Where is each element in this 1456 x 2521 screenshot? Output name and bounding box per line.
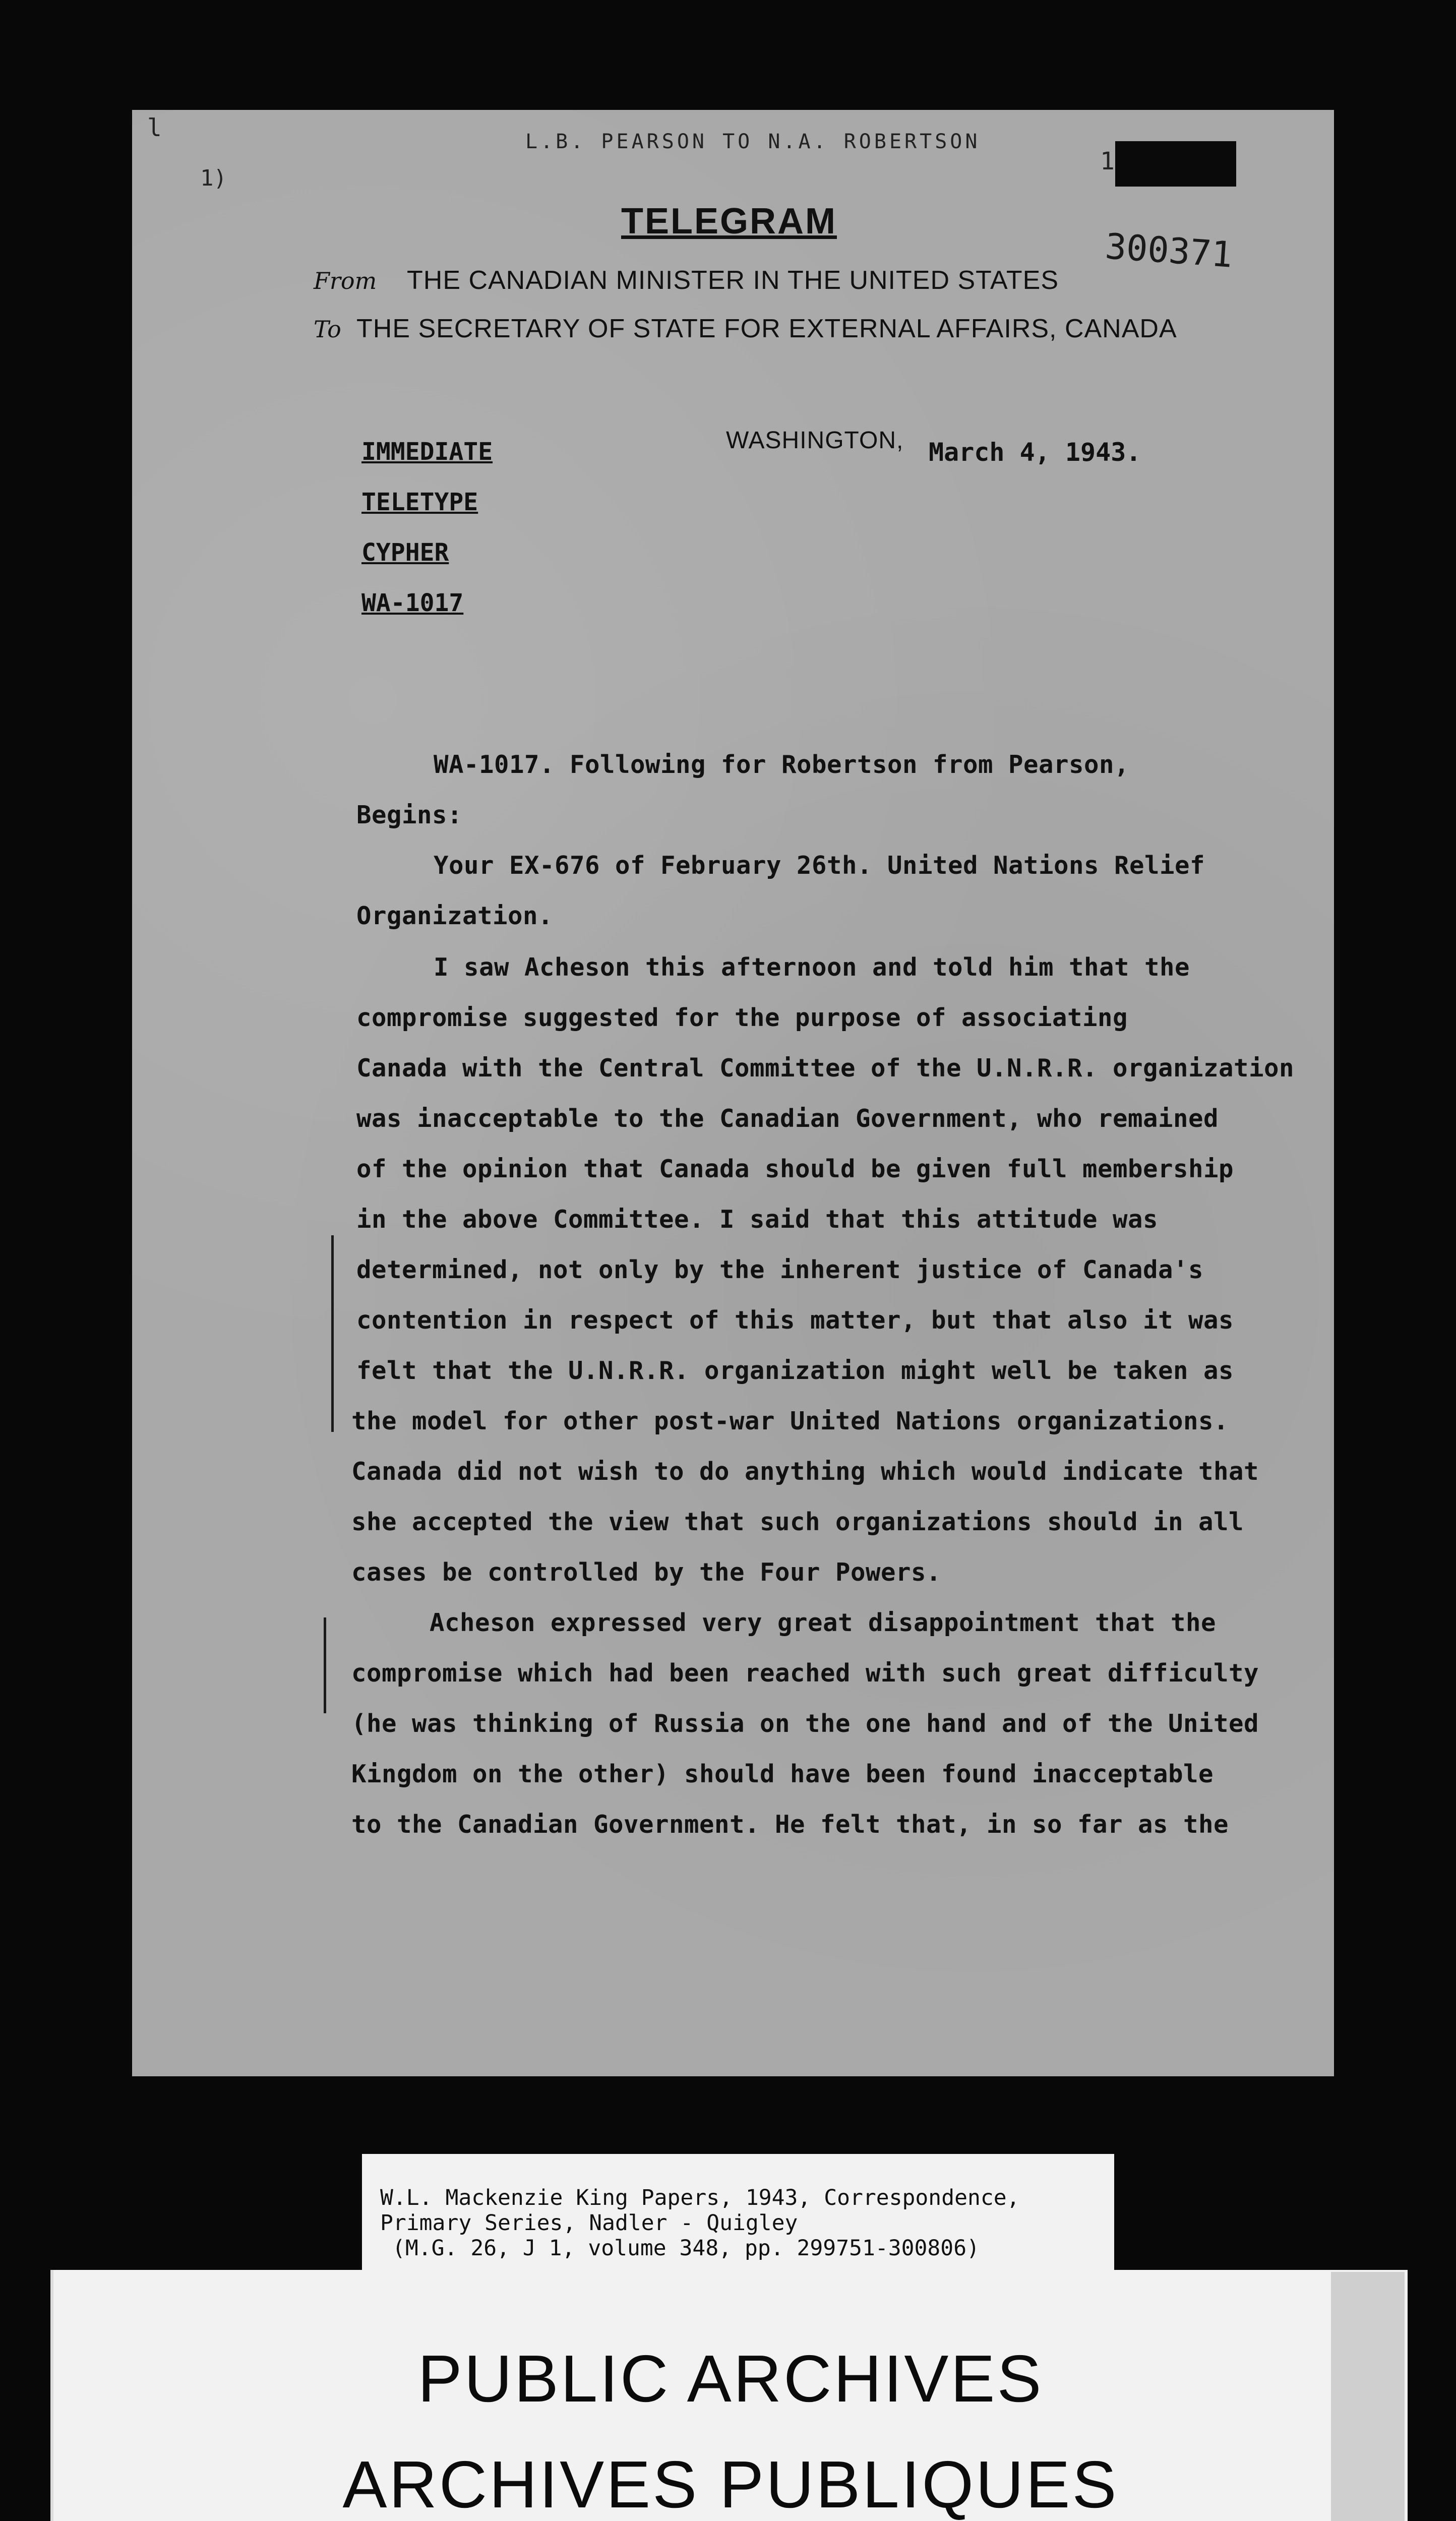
body-line: cases be controlled by the Four Powers. — [351, 1558, 942, 1587]
code-cypher: CYPHER — [361, 538, 449, 567]
body-line: WA-1017. Following for Robertson from Pearson, — [434, 750, 1130, 779]
code-immediate: IMMEDIATE — [361, 438, 493, 466]
handwritten-note: L.B. PEARSON TO N.A. ROBERTSON — [525, 130, 981, 153]
body-line: felt that the U.N.R.R. organization might well be taken as — [356, 1356, 1234, 1385]
body-line: Kingdom on the other) should have been found inacceptable — [351, 1760, 1214, 1788]
archive-stamp-fr: ARCHIVES PUBLIQUES — [342, 2447, 1119, 2521]
body-line: Canada with the Central Committee of the U.N.R.R. organization — [356, 1054, 1295, 1083]
punch-mark: 1) — [200, 165, 227, 191]
body-line: determined, not only by the inherent justice of Canada's — [356, 1255, 1204, 1284]
code-message-id: WA-1017 — [361, 589, 464, 617]
body-line: Canada did not wish to do anything which would indicate that — [351, 1457, 1259, 1486]
body-line: I saw Acheson this afternoon and told him that the — [434, 953, 1190, 982]
body-line: was inacceptable to the Canadian Government, who remained — [356, 1104, 1219, 1133]
body-line: to the Canadian Government. He felt that, in so far as the — [351, 1810, 1229, 1839]
archive-stamp-card — [50, 2270, 1408, 2521]
card-edge — [1331, 2272, 1405, 2521]
from-label: From — [314, 267, 377, 294]
citation-line: (M.G. 26, J 1, volume 348, pp. 299751-300806) — [392, 2236, 980, 2261]
corner-mark: l — [147, 114, 162, 142]
date: March 4, 1943. — [929, 438, 1141, 467]
handwritten-number: 1 — [1100, 147, 1115, 175]
body-line: she accepted the view that such organizations should in all — [351, 1508, 1244, 1536]
telegram-page — [132, 110, 1334, 2076]
margin-bracket — [331, 1235, 334, 1432]
citation-line: Primary Series, Nadler - Quigley — [380, 2210, 798, 2236]
code-teletype: TELETYPE — [361, 488, 478, 516]
body-line: contention in respect of this matter, but that also it was — [356, 1306, 1234, 1335]
body-line: of the opinion that Canada should be given full membership — [356, 1155, 1234, 1183]
from-text: THE CANADIAN MINISTER IN THE UNITED STATES — [407, 266, 1059, 295]
citation-label — [362, 2154, 1114, 2275]
to-text: THE SECRETARY OF STATE FOR EXTERNAL AFFAIRS, CANADA — [356, 314, 1177, 343]
body-line: the model for other post-war United Nations organizations. — [351, 1407, 1229, 1435]
body-line: compromise which had been reached with such great difficulty — [351, 1659, 1259, 1688]
document-number: 300371 — [1104, 225, 1234, 276]
margin-bracket — [324, 1617, 326, 1713]
body-line: Begins: — [356, 801, 463, 829]
location: WASHINGTON, — [726, 427, 904, 454]
citation-line: W.L. Mackenzie King Papers, 1943, Correspondence, — [380, 2185, 1020, 2210]
body-line: Your EX-676 of February 26th. United Nations Relief — [434, 851, 1205, 880]
body-line: Organization. — [356, 902, 554, 930]
body-line: in the above Committee. I said that this attitude was — [356, 1205, 1159, 1234]
archive-stamp-en: PUBLIC ARCHIVES — [417, 2342, 1044, 2416]
redaction-block — [1115, 141, 1236, 187]
telegram-title: TELEGRAM — [621, 201, 837, 242]
to-label: To — [314, 316, 341, 343]
body-line: (he was thinking of Russia on the one hand and of the United — [351, 1709, 1259, 1738]
body-line: Acheson expressed very great disappointment that the — [430, 1608, 1217, 1637]
body-line: compromise suggested for the purpose of associating — [356, 1003, 1128, 1032]
